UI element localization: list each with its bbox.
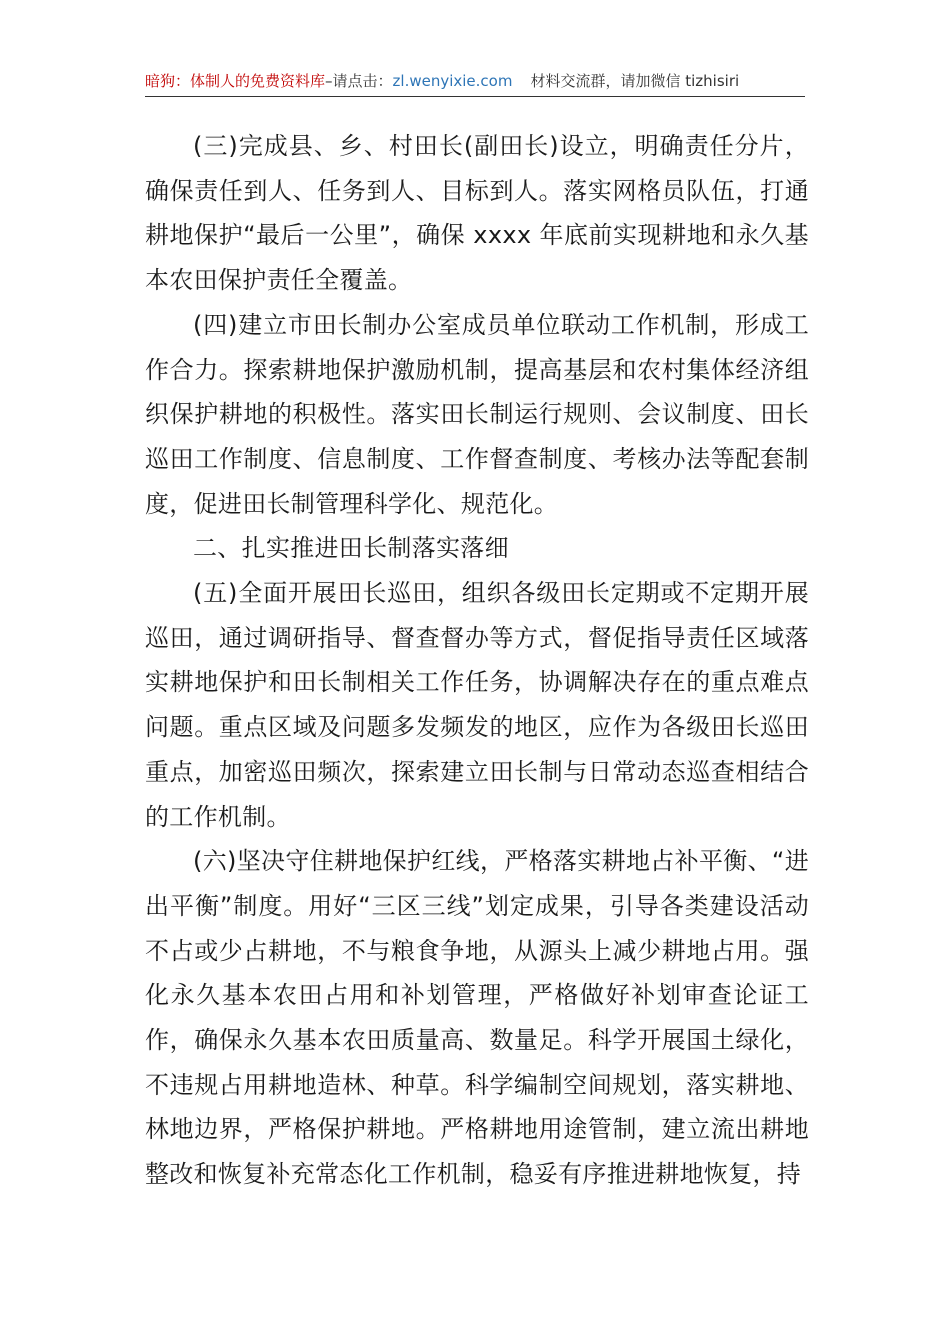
header-contact: 材料交流群，请加微信 tizhisiri bbox=[530, 72, 740, 90]
section-heading: 二、扎实推进田长制落实落细 bbox=[193, 534, 509, 563]
paragraph-3: (三)完成县、乡、村田长(副田长)设立，明确责任分片，确保责任到人、任务到人、目标到人。落实网格员队伍，打通耕地保护“最后一公里”，确保 xxxx 年底前实现耕地和永久基本农田保护责任全覆盖。 bbox=[145, 132, 809, 295]
paragraph-4: (四)建立市田长制办公室成员单位联动工作机制，形成工作合力。探索耕地保护激励机制，提高基层和农村集体经济组织保护耕地的积极性。落实田长制运行规则、会议制度、田长巡田工作制度、信息制度、工作督查制度、考核办法等配套制度，促进田长制管理科学化、规范化。 bbox=[145, 310, 809, 518]
paragraph-5: (五)全面开展田长巡田，组织各级田长定期或不定期开展巡田，通过调研指导、督查督办等方式，督促指导责任区域落实耕地保护和田长制相关工作任务，协调解决存在的重点难点问题。重点区域及问题多发频发的地区，应作为各级田长巡田重点，加密巡田频次，探索建立田长制与日常动态巡查相结合的工作机制。 bbox=[145, 579, 809, 831]
page-header bbox=[145, 68, 805, 97]
paragraph-6: (六)坚决守住耕地保护红线，严格落实耕地占补平衡、“进出平衡”制度。用好“三区三线”划定成果，引导各类建设活动不占或少占耕地，不与粮食争地，从源头上减少耕地占用。强化永久基本农田占用和补划管理，严格做好补划审查论证工作，确保永久基本农田质量高、数量足。科学开展国土绿化，不违规占用耕地造林、种草。科学编制空间规划，落实耕地、林地边界，严格保护耕地。严格耕地用途管制，建立流出耕地整改和恢复补充常态化工作机制，稳妥有序推进耕地恢复，持 bbox=[145, 847, 809, 1189]
header-link[interactable]: zl.wenyixie.com bbox=[392, 72, 513, 90]
header-brand: 暗狗：体制人的免费资料库 bbox=[145, 72, 326, 90]
header-link-prefix: –请点击： bbox=[325, 72, 393, 90]
document-body bbox=[145, 124, 809, 1197]
